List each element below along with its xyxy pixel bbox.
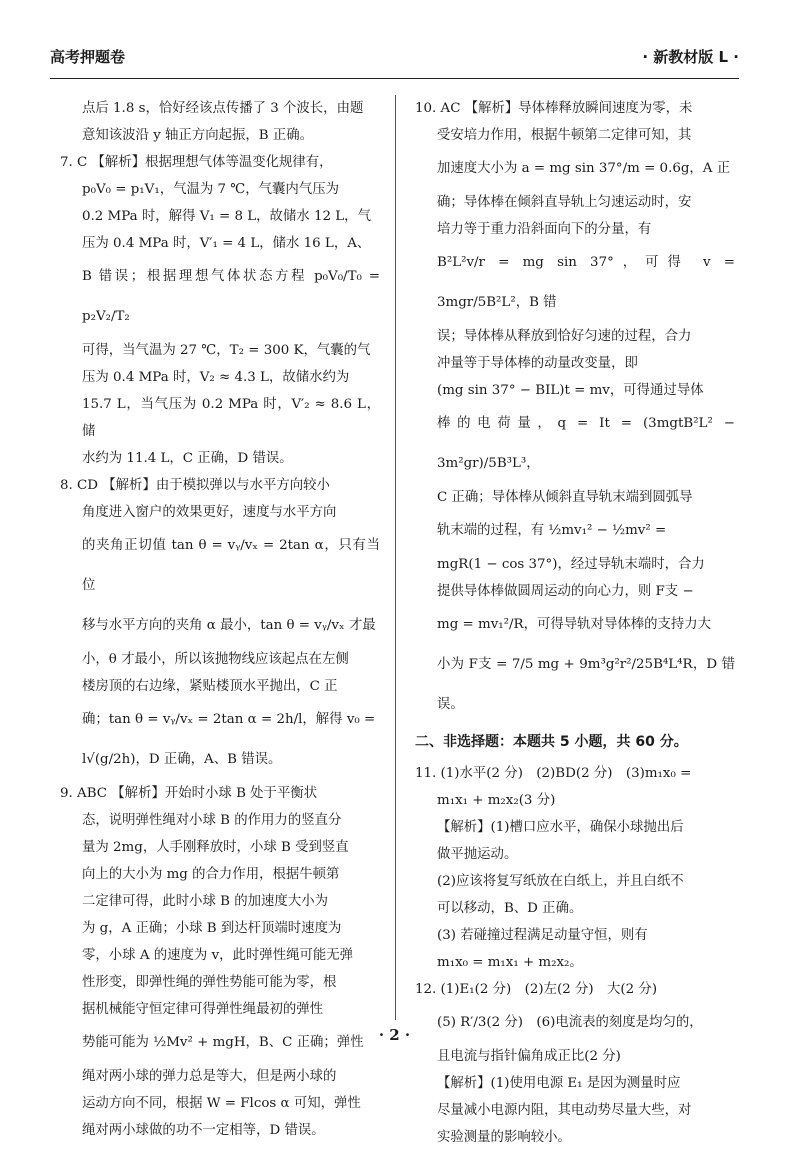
answer-7-text: 压为 0.4 MPa 时，V′₁ = 4 L，储水 16 L，A、 [82, 236, 371, 251]
answer-6-text: 点后 1.8 s，恰好经该点传播了 3 个波长，由题 [82, 101, 364, 116]
answer-11-text: 可以移动，B、D 正确。 [437, 901, 583, 916]
answer-12-text: (5) R′/3(2 分) (6)电流表的刻度是均匀的， [437, 1015, 703, 1030]
answer-11-text: (2)应该将复写纸放在白纸上，并且白纸不 [437, 874, 684, 889]
answer-10-text: mg = mv₁²/R，可得导轨对导体棒的支持力大 [437, 617, 712, 632]
answer-10-text: 确；导体棒在倾斜直导轨上匀速运动时，安 [437, 195, 692, 210]
answer-10-text: mgR(1 − cos 37°)，经过导轨末端时，合力 [437, 557, 705, 572]
answer-7-text: p₀V₀ = p₁V₁，气温为 7 ℃，气囊内气压为 [82, 182, 339, 197]
answer-7-text: 7. C 【解析】根据理想气体等温变化规律有， [60, 155, 333, 170]
answer-10-text: 冲量等于导体棒的动量改变量，即 [437, 356, 638, 371]
column-divider [395, 95, 396, 1020]
answer-8-text: 8. CD 【解析】由于模拟弹以与水平方向较小 [60, 478, 330, 493]
answer-11-text: 做平抛运动。 [437, 847, 518, 862]
answer-10-text: 提供导体棒做圆周运动的向心力，则 F支 − [437, 584, 694, 599]
header-title: 高考押题卷 [50, 48, 126, 66]
answer-10-text: 培力等于重力沿斜面向下的分量，有 [437, 222, 652, 237]
answer-10-text: 10. AC 【解析】导体棒释放瞬间速度为零，未 [415, 101, 693, 116]
answer-7-text: B 错误；根据理想气体状态方程 p₀V₀/T₀ = p₂V₂/T₂ [82, 269, 380, 324]
answer-10-text: C 正确；导体棒从倾斜直导轨末端到圆弧导 [437, 490, 693, 505]
answer-10-text: 受安培力作用，根据牛顿第二定律可知，其 [437, 128, 692, 143]
answer-12-text: 实验测量的影响较小。 [437, 1130, 571, 1145]
answer-12-text: 12. (1)E₁(2 分) (2)左(2 分) 大(2 分) [415, 982, 658, 997]
answer-11-text: (3) 若碰撞过程满足动量守恒，则有 [437, 928, 648, 943]
answer-9-text: 态，说明弹性绳对小球 B 的作用力的竖直分 [82, 813, 342, 828]
answer-8-text: l√(g/2h)，D 正确，A、B 错误。 [82, 752, 282, 767]
header-rule [50, 78, 739, 79]
answer-11-text: m₁x₁ + m₂x₂(3 分) [437, 793, 556, 808]
section-heading: 二、非选择题：本题共 5 小题，共 60 分。 [415, 734, 688, 750]
answer-9-text: 据机械能守恒定律可得弹性绳最初的弹性 [82, 1002, 324, 1017]
answer-9-text: 性形变，即弹性绳的弹性势能可能为零，根 [82, 975, 337, 990]
answer-9-text: 向上的大小为 mg 的合力作用，根据牛顿第 [82, 867, 340, 882]
answer-12-text: 尽量减小电源内阻，其电动势尽量大些，对 [437, 1103, 692, 1118]
answer-10-text: (mg sin 37° − BIL)t = mv，可得通过导体 [437, 383, 704, 398]
answer-7-text: 压为 0.4 MPa 时，V₂ ≈ 4.3 L，故储水约为 [82, 370, 350, 385]
answer-9-text: 二定律可得，此时小球 B 的加速度大小为 [82, 894, 328, 909]
page-header [50, 40, 739, 80]
answer-7-text: 15.7 L，当气压为 0.2 MPa 时，V′₂ ≈ 8.6 L，储 [82, 397, 380, 439]
answer-7-text: 可得，当气温为 27 ℃，T₂ = 300 K，气囊的气 [82, 343, 371, 358]
answer-12-text: 且电流与指针偏角成正比(2 分) [437, 1049, 621, 1064]
answer-8-text: 移与水平方向的夹角 α 最小，tan θ = vᵧ/vₓ 才最 [82, 618, 376, 633]
answer-9-text: 量为 2mg，人手刚释放时，小球 B 受到竖直 [82, 840, 349, 855]
answer-9-text: 9. ABC 【解析】开始时小球 B 处于平衡状 [60, 786, 318, 801]
answer-10-text: 加速度大小为 a = mg sin 37°/m = 0.6g，A 正 [437, 161, 731, 176]
answer-11-text: 【解析】(1)槽口应水平，确保小球抛出后 [437, 820, 684, 835]
answer-10-text: 棒的电荷量，q = It = (3mgtB²L² − 3m²gr)/5B³L³， [437, 416, 735, 471]
answer-11-text: 11. (1)水平(2 分) (2)BD(2 分) (3)m₁x₀ = [415, 766, 692, 781]
answer-9-text: 势能可能为 ½Mv² + mgH，B、C 正确；弹性 [82, 1035, 364, 1050]
answer-7-text: 水约为 11.4 L，C 正确，D 错误。 [82, 451, 293, 466]
right-column [415, 95, 735, 1151]
answer-10-text: 误；导体棒从释放到恰好匀速的过程，合力 [437, 329, 692, 344]
answer-8-text: 角度进入窗户的效果更好，速度与水平方向 [82, 505, 337, 520]
answer-10-text: 小为 F支 = 7/5 mg + 9m³g²r²/25B⁴L⁴R，D 错误。 [437, 657, 735, 712]
header-edition: · 新教材版 L · [642, 48, 739, 66]
answer-10-text: 轨末端的过程，有 ½mv₁² − ½mv² = [437, 523, 667, 538]
answer-12-text: 【解析】(1)使用电源 E₁ 是因为测量时应 [437, 1076, 681, 1091]
left-column [60, 95, 380, 1144]
answer-8-text: 的夹角正切值 tan θ = vᵧ/vₓ = 2tan α，只有当位 [82, 538, 380, 593]
answer-9-text: 零，小球 A 的速度为 v，此时弹性绳可能无弹 [82, 948, 354, 963]
answer-8-text: 楼房顶的右边缘，紧贴楼顶水平抛出，C 正 [82, 679, 338, 694]
answer-9-text: 绳对两小球做的功不一定相等，D 错误。 [82, 1123, 325, 1138]
answer-9-text: 绳对两小球的弹力总是等大，但是两小球的 [82, 1069, 337, 1084]
answer-11-text: m₁x₀ = m₁x₁ + m₂x₂。 [437, 955, 583, 970]
answer-6-text: 意知该波沿 y 轴正方向起振，B 正确。 [82, 128, 314, 143]
answer-10-text: B²L²v/r = mg sin 37°，可得 v = 3mgr/5B²L²，B 错 [437, 255, 735, 310]
answer-7-text: 0.2 MPa 时，解得 V₁ = 8 L，故储水 12 L，气 [82, 209, 371, 224]
page-number: · 2 · [378, 1026, 411, 1044]
answer-8-text: 小，θ 才最小，所以该抛物线应该起点在左侧 [82, 652, 349, 667]
answer-9-text: 运动方向不同，根据 W = Flcos α 可知，弹性 [82, 1096, 361, 1111]
answer-9-text: 为 g，A 正确；小球 B 到达杆顶端时速度为 [82, 921, 342, 936]
answer-8-text: 确；tan θ = vᵧ/vₓ = 2tan α = 2h/l，解得 v₀ = [82, 712, 376, 727]
